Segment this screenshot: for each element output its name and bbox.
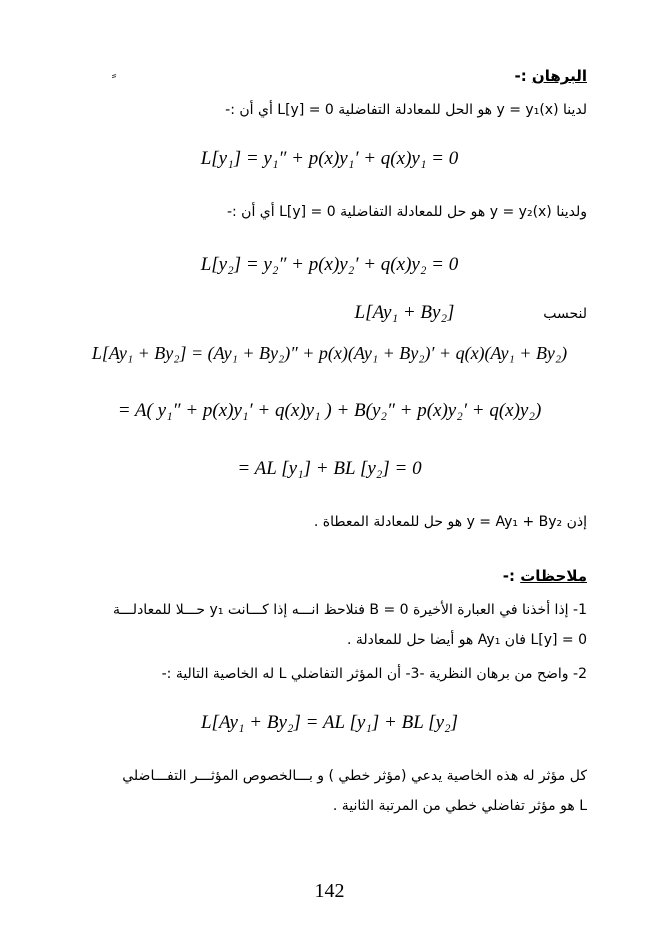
equation-5: = A( y₁″ + p(x)y₁′ + q(x)y₁ ) + B(y₂″ + p(x)y₂′ + q(x)y₂) bbox=[117, 400, 542, 421]
proof-heading-tail: :- bbox=[514, 67, 532, 85]
note2-line1: 2- واضح من برهان النظرية -3- أن المؤثر التفاضلي L له الخاصية التالية :- bbox=[161, 666, 587, 682]
notes-heading-line bbox=[72, 566, 587, 586]
compute-word: لنحسب bbox=[543, 306, 587, 322]
line1-text: لدينا y = y₁(x) هو الحل للمعادلة التفاضلية L[y] = 0 أي أن :- bbox=[225, 102, 587, 118]
page-number: 142 bbox=[314, 880, 345, 902]
proof-heading-line bbox=[72, 66, 587, 86]
equation-2: L[y₂] = y₂″ + p(x)y₂′ + q(x)y₂ = 0 bbox=[200, 254, 459, 275]
conclusion-text: إذن y = Ay₁ + By₂ هو حل للمعادلة المعطاة . bbox=[313, 514, 587, 530]
final-line2: L هو مؤثر تفاضلي خطي من المرتبة الثانية . bbox=[332, 798, 587, 814]
note1-line1: 1- إذا أخذنا في العبارة الأخيرة B = 0 فنلاحظ انـــه إذا كـــانت y₁ حـــلا للمعادلـــة bbox=[113, 602, 587, 618]
corner-mark: ِ ِ bbox=[112, 62, 117, 78]
equation-6: = AL [y₁] + BL [y₂] = 0 bbox=[237, 458, 422, 479]
proof-heading: البرهان bbox=[531, 67, 587, 85]
notes-heading-tail: :- bbox=[502, 567, 521, 585]
line2-text: ولدينا y = y₂(x) هو حل للمعادلة التفاضلية L[y] = 0 أي أن :- bbox=[226, 204, 587, 220]
equation-1: L[y₁] = y₁″ + p(x)y₁′ + q(x)y₁ = 0 bbox=[200, 148, 459, 169]
equation-3: L[Ay₁ + By₂] bbox=[354, 302, 455, 323]
notes-heading: ملاحظات bbox=[520, 567, 587, 585]
equation-4: L[Ay₁ + By₂] = (Ay₁ + By₂)″ + p(x)(Ay₁ + By₂)′ + q(x)(Ay₁ + By₂) bbox=[91, 343, 568, 363]
note1-line2: L[y] = 0 فان Ay₁ هو أيضا حل للمعادلة . bbox=[346, 632, 587, 648]
final-line1: كل مؤثر له هذه الخاصية يدعي (مؤثر خطي ) و بـــالخصوص المؤثـــر التفـــاضلي bbox=[122, 768, 587, 784]
equation-7: L[Ay₁ + By₂] = AL [y₁] + BL [y₂] bbox=[200, 712, 459, 733]
